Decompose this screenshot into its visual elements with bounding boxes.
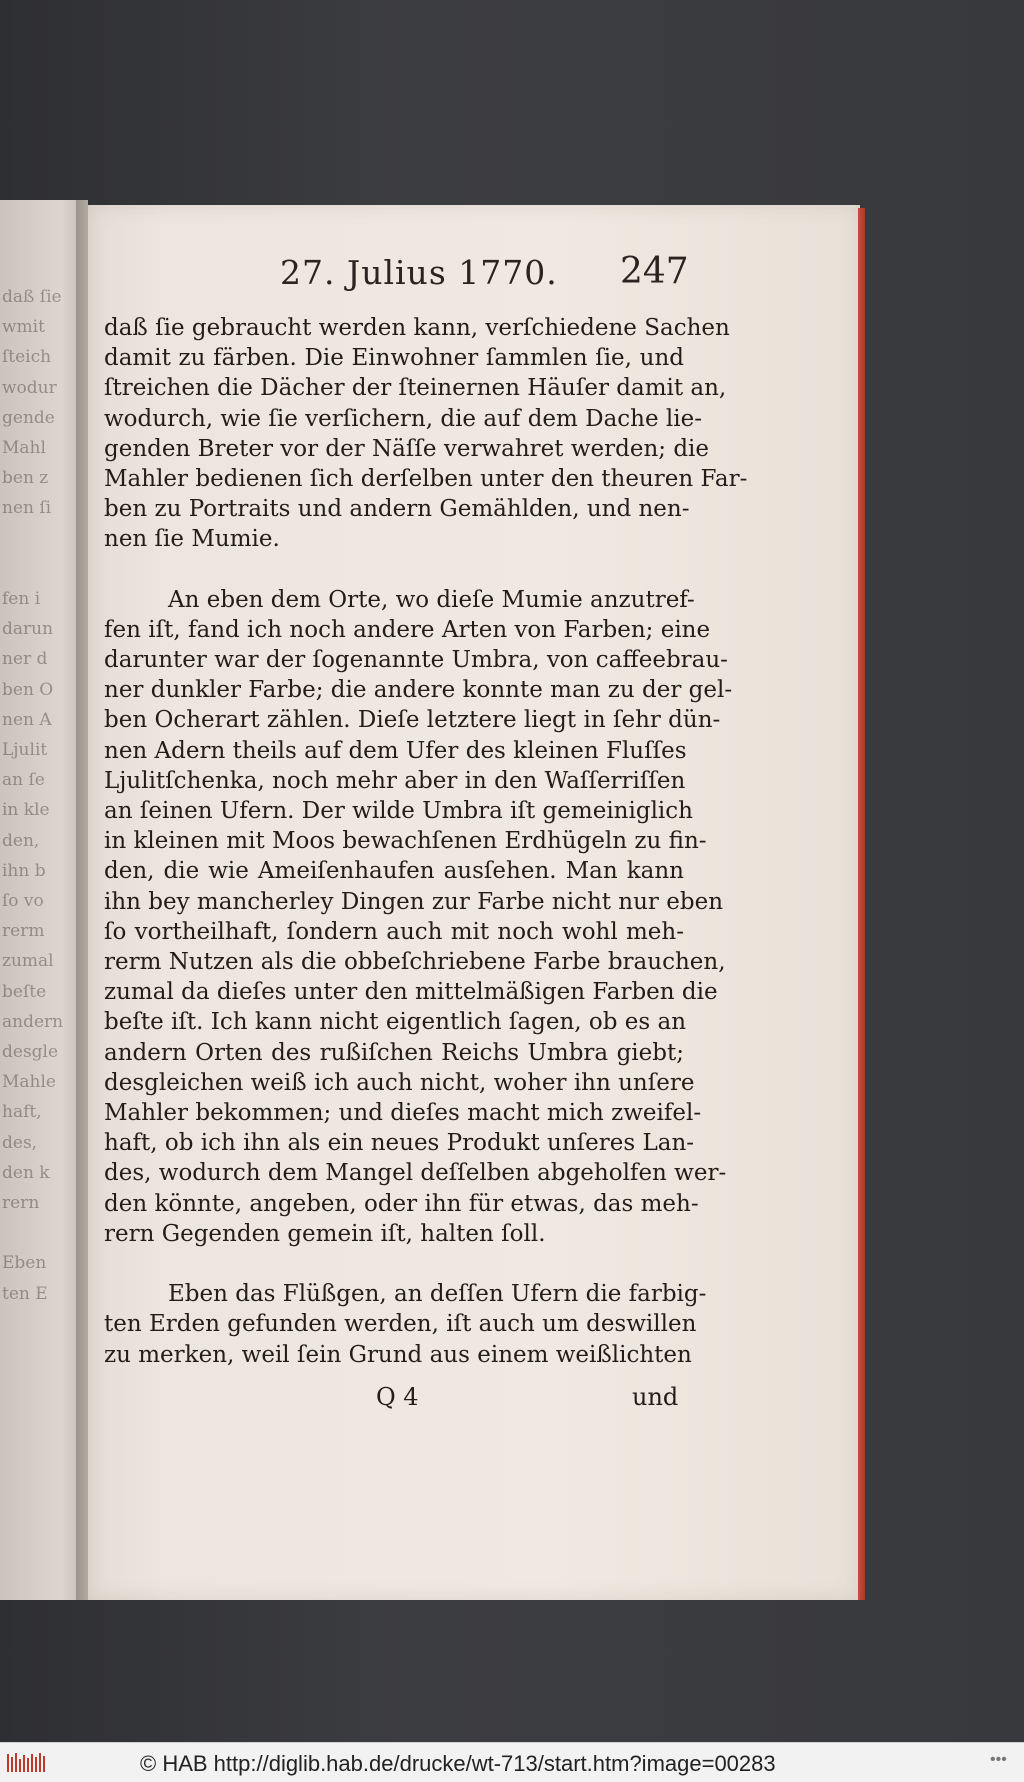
text-line: haft, ob ich ihn als ein neues Produkt unſeres Lan- [104,1130,695,1157]
previous-page-fragment: rerm [2,921,45,942]
previous-page-fragment: wmit [2,317,45,338]
previous-page-fragment: des, [2,1132,38,1153]
previous-page-fragment: ihn b [2,860,46,881]
text-line: zu merken, weil ſein Grund aus einem weißlichten [104,1341,692,1368]
text-line: ſo vortheilhaft, ſondern auch mit noch wohl meh- [104,918,684,945]
text-line: den, die wie Ameiſenhaufen ausſehen. Man kann [104,858,684,885]
text-line: andern Orten des rußiſchen Reichs Umbra giebt; [104,1039,684,1066]
text-line: rern Gegenden gemein iſt, halten ſoll. [104,1220,546,1247]
paragraph [104,313,748,555]
previous-page-fragment: darun [2,619,54,640]
text-line: ten Erden gefunden werden, iſt auch um deswillen [104,1311,697,1338]
text-line: ben zu Portraits und andern Gemählden, und nen- [104,496,690,523]
catchword: und [632,1383,679,1411]
text-line: damit zu färben. Die Einwohner ſammlen ſie, und [104,345,684,372]
previous-page-fragment: rern [2,1193,40,1213]
text-line: rerm Nutzen als die obbeſchriebene Farbe brauchen, [104,949,726,976]
previous-page-fragment: andern [2,1011,64,1032]
previous-page-fragment: nen A [2,709,52,730]
previous-page-fragment: Ljulit [2,740,48,760]
previous-page-fragment: daß ſie [2,287,62,307]
previous-page-fragment: wodur [2,377,57,398]
body-text [104,313,748,1370]
text-line: ihn bey mancherley Dingen zur Farbe nicht nur eben [104,888,724,915]
paragraph [104,585,733,1249]
text-line: ben Ocherart zählen. Dieſe letztere liegt in ſehr dün- [104,707,721,734]
text-line: Ljulitſchenka, noch mehr aber in den Waſſerriſſen [104,767,686,794]
page-number: 247 [620,251,689,292]
text-line: genden Breter vor der Näſſe verwahret werden; die [104,435,710,462]
page-red-edge [858,208,865,1600]
text-line: darunter war der ſogenannte Umbra, von caffeebrau- [104,647,728,674]
paragraph [104,1279,707,1370]
footer-bar [0,1742,1024,1782]
running-head-date: 27. Julius 1770. [280,253,558,292]
previous-page-fragment: desgle [2,1042,59,1062]
text-line: den könnte, angeben, oder ihn für etwas, das meh- [104,1190,699,1217]
previous-page-fragment: Mahl [2,438,46,458]
previous-page-fragment: den, [2,830,40,851]
text-line: an ſeinen Ufern. Der wilde Umbra iſt gemeiniglich [104,798,693,825]
previous-page-fragment: an ſe [2,770,45,791]
text-line: fen iſt, fand ich noch andere Arten von Farben; eine [104,616,711,643]
previous-page-edge [0,200,88,1600]
previous-page-fragment: in kle [2,800,50,821]
text-line: zumal da dieſes unter den mittelmäßigen Farben die [104,979,718,1006]
previous-page-fragment: ner d [2,649,48,670]
book-page [88,205,860,1600]
text-line: des, wodurch dem Mangel deſſelben abgeholfen wer- [104,1160,727,1187]
text-line: ſtreichen die Dächer der ſteinernen Häuſer damit an, [104,375,727,402]
text-line: in kleinen mit Moos bewachſenen Erdhügeln zu fin- [104,828,707,855]
text-line: Eben das Flüßgen, an deſſen Ufern die farbig- [168,1281,707,1308]
text-line: Mahler bedienen ſich derſelben unter den theuren Far- [104,466,748,493]
previous-page-fragment: ben O [2,679,54,700]
previous-page-fragment: ſo vo [2,891,44,911]
footer-source-link[interactable]: © HAB http://diglib.hab.de/drucke/wt-713/start.htm?image=00283 [140,1751,776,1776]
previous-page-fragment: den k [2,1162,50,1183]
running-head [88,253,860,297]
footer-menu-icon[interactable]: ••• [990,1751,1007,1768]
previous-page-fragment: ten E [2,1283,48,1304]
previous-page-fragment: zumal [2,951,54,972]
text-line: nen ſie Mumie. [104,526,280,553]
previous-page-fragment: fen i [2,589,41,609]
previous-page-fragment: nen ſi [2,498,52,519]
text-line: desgleichen weiß ich auch nicht, woher ihn unſere [104,1069,695,1096]
text-line: daß ſie gebraucht werden kann, verſchiedene Sachen [104,315,730,341]
text-line: An eben dem Orte, wo dieſe Mumie anzutref- [168,586,695,613]
text-line: ner dunkler Farbe; die andere konnte man zu der gel- [104,677,733,704]
text-line: nen Adern theils auf dem Ufer des kleinen Fluſſes [104,737,687,764]
hab-logo-icon [6,1751,46,1775]
previous-page-fragment: Eben [2,1253,47,1274]
text-line: Mahler bekommen; und dieſes macht mich zweifel- [104,1100,702,1127]
signature-mark: Q 4 [376,1383,419,1411]
previous-page-fragment: beſte [2,981,47,1002]
previous-page-fragment: Mahle [2,1072,56,1093]
paragraph-gap [104,555,684,585]
previous-page-fragment: ben z [2,468,49,489]
text-line: beſte iſt. Ich kann nicht eigentlich ſagen, ob es an [104,1009,687,1036]
previous-page-fragment: gende [2,407,55,428]
paragraph-gap [104,1249,684,1279]
previous-page-fragment: haft, [2,1102,42,1123]
previous-page-fragment: ſteich [2,347,52,368]
text-line: wodurch, wie ſie verſichern, die auf dem Dache lie- [104,405,703,432]
